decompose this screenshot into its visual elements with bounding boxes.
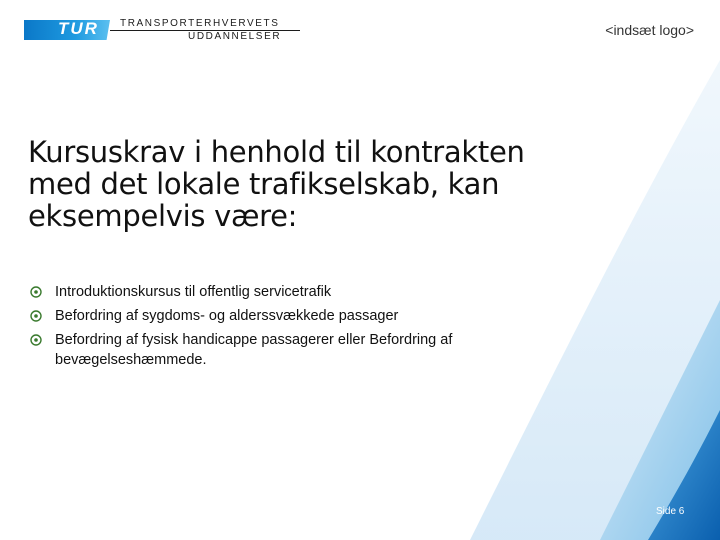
bullet-text: Befordring af fysisk handicappe passagerer eller Befordring af bevægelseshæmmede. — [55, 332, 453, 368]
bullet-text: Befordring af sygdoms- og alderssvækkede passager — [55, 308, 399, 324]
bullet-item — [30, 330, 530, 370]
logo-badge-text: TUR — [58, 19, 99, 38]
bullet-item — [30, 306, 530, 326]
company-logo — [24, 18, 314, 44]
logo-text-line2: UDDANNELSER — [188, 31, 282, 42]
circle-bullet-icon — [30, 286, 42, 298]
circle-bullet-icon — [30, 334, 42, 346]
bullet-text: Introduktionskursus til offentlig servicetrafik — [55, 284, 332, 300]
page-number: Side 6 — [656, 506, 685, 517]
logo-text-line1: TRANSPORTERHVERVETS — [120, 18, 280, 29]
bullet-list — [30, 282, 530, 374]
circle-bullet-icon — [30, 310, 42, 322]
logo-placeholder: <indsæt logo> — [605, 22, 694, 38]
slide-title: Kursuskrav i henhold til kontrakten med det lokale trafikselskab, kan eksempelvis være: — [28, 135, 525, 233]
bullet-item — [30, 282, 530, 302]
